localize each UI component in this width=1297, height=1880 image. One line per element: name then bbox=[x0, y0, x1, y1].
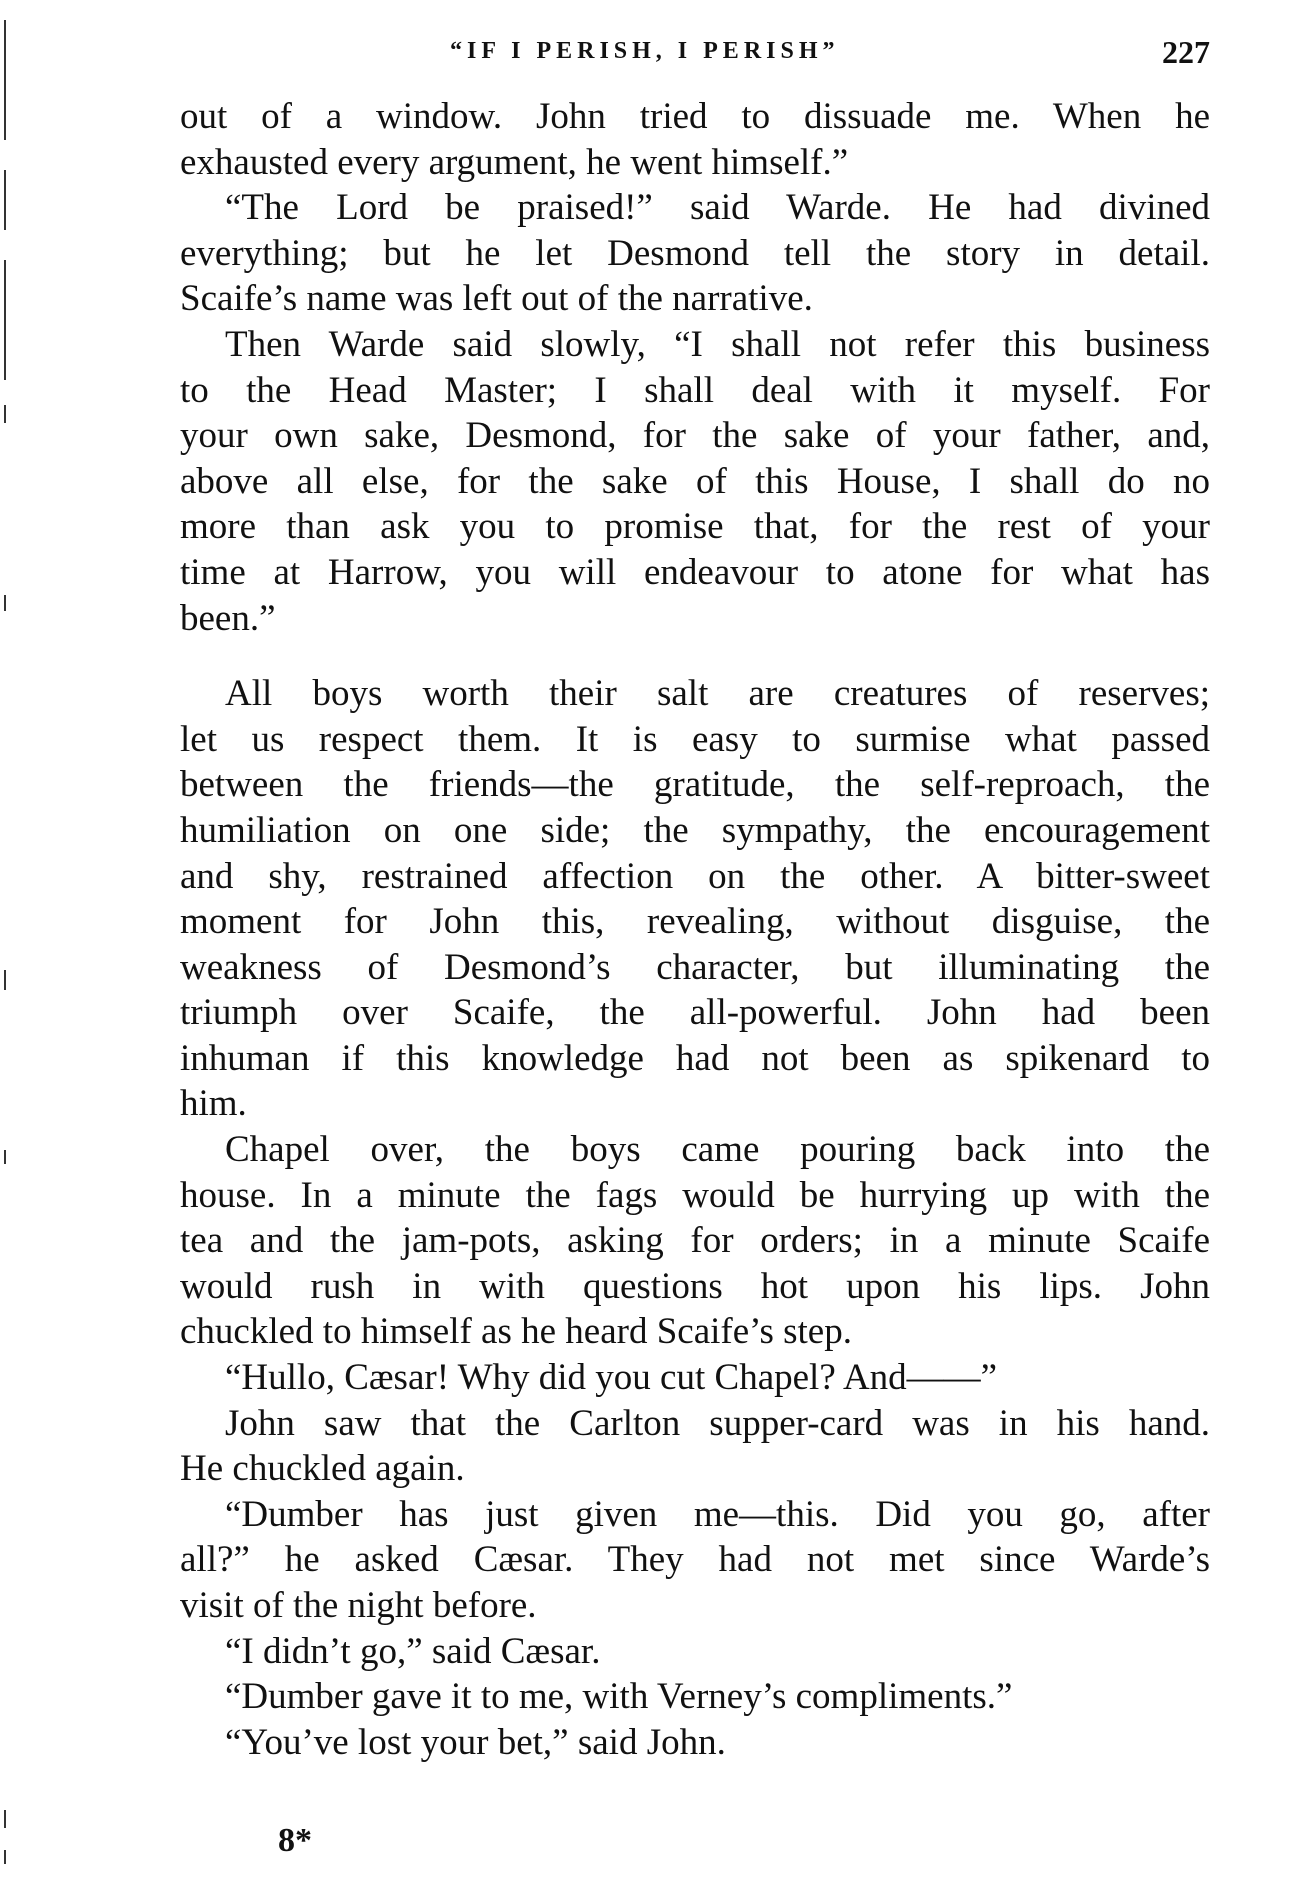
page-number: 227 bbox=[1162, 34, 1210, 70]
text-line: moment for John this, revealing, without disguise, the bbox=[180, 901, 1210, 943]
text-line: house. In a minute the fags would be hurrying up with the bbox=[180, 1174, 1210, 1216]
text-line: everything; but he let Desmond tell the story in detail. bbox=[180, 232, 1210, 274]
text-line: your own sake, Desmond, for the sake of your father, and, bbox=[180, 415, 1210, 457]
text-line: triumph over Scaife, the all-powerful. John had been bbox=[180, 992, 1210, 1034]
text-line: “You’ve lost your bet,” said John. bbox=[225, 1721, 726, 1763]
page-header bbox=[180, 34, 1210, 74]
page-edge-marks bbox=[4, 20, 10, 1860]
text-line: “The Lord be praised!” said Warde. He had divined bbox=[225, 187, 1210, 229]
section-break bbox=[180, 641, 1210, 671]
text-line: chuckled to himself as he heard Scaife’s step. bbox=[180, 1311, 852, 1353]
text-line: been.” bbox=[180, 597, 276, 639]
text-line: Then Warde said slowly, “I shall not refer this business bbox=[225, 323, 1210, 365]
text-line: “Dumber has just given me—this. Did you go, after bbox=[225, 1493, 1210, 1535]
text-line: would rush in with questions hot upon his lips. John bbox=[180, 1265, 1210, 1307]
text-line: humiliation on one side; the sympathy, the encouragement bbox=[180, 809, 1210, 851]
text-line: tea and the jam-pots, asking for orders; in a minute Scaife bbox=[180, 1220, 1210, 1262]
text-line: him. bbox=[180, 1083, 247, 1125]
text-line: weakness of Desmond’s character, but illuminating the bbox=[180, 946, 1210, 988]
text-line: exhausted every argument, he went himself.” bbox=[180, 141, 849, 183]
text-line: He chuckled again. bbox=[180, 1448, 465, 1490]
text-line: to the Head Master; I shall deal with it myself. For bbox=[180, 369, 1210, 411]
signature-mark: 8* bbox=[278, 1822, 312, 1859]
text-line: above all else, for the sake of this House, I shall do no bbox=[180, 460, 1210, 502]
text-line: visit of the night before. bbox=[180, 1585, 537, 1626]
text-line: John saw that the Carlton supper-card was in his hand. bbox=[225, 1402, 1210, 1444]
text-line: Chapel over, the boys came pouring back into the bbox=[225, 1129, 1210, 1171]
text-line: and shy, restrained affection on the other. A bitter-sweet bbox=[180, 855, 1210, 897]
running-title: “IF I PERISH, I PERISH” bbox=[450, 38, 840, 64]
text-line: “Dumber gave it to me, with Verney’s compliments.” bbox=[225, 1676, 1013, 1718]
text-line: out of a window. John tried to dissuade me. When he bbox=[180, 96, 1210, 137]
text-line: Scaife’s name was left out of the narrative. bbox=[180, 278, 813, 320]
body-text bbox=[180, 94, 1210, 1765]
text-line: All boys worth their salt are creatures of reserves; bbox=[225, 673, 1210, 715]
text-line: all?” he asked Cæsar. They had not met since Warde’s bbox=[180, 1539, 1210, 1581]
text-line: “I didn’t go,” said Cæsar. bbox=[225, 1630, 601, 1672]
text-line: let us respect them. It is easy to surmise what passed bbox=[180, 718, 1210, 760]
text-line: between the friends—the gratitude, the self-reproach, the bbox=[180, 764, 1210, 806]
text-line: time at Harrow, you will endeavour to atone for what has bbox=[180, 551, 1210, 593]
text-line: “Hullo, Cæsar! Why did you cut Chapel? And——” bbox=[225, 1357, 998, 1399]
text-line: inhuman if this knowledge had not been as spikenard to bbox=[180, 1037, 1210, 1079]
text-line: more than ask you to promise that, for the rest of your bbox=[180, 506, 1210, 548]
